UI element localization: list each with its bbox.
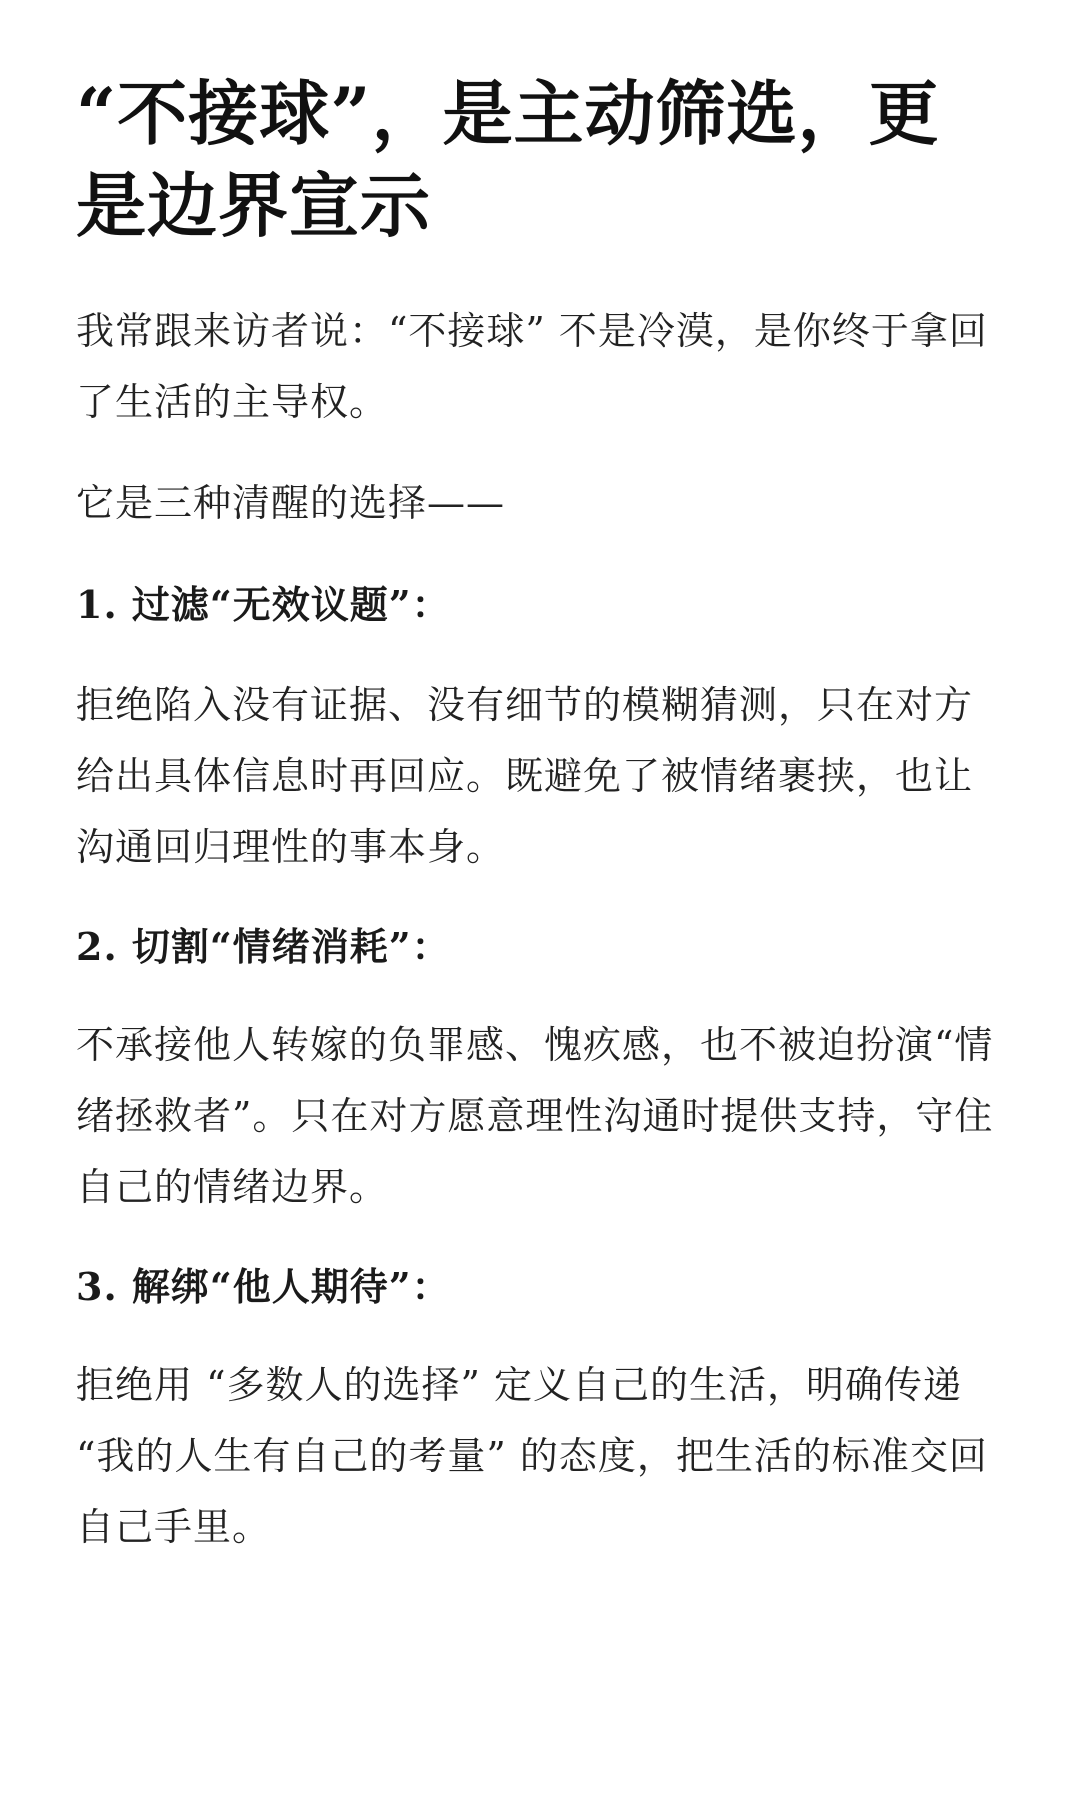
article-title: “不接球”，是主动筛选，更是边界宣示 <box>76 72 940 247</box>
lead-paragraph: 它是三种清醒的选择—— <box>76 481 506 525</box>
section-body: 拒绝用 “多数人的选择” 定义自己的生活，明确传递 “我的人生有自己的考量” 的态度，把生活的标准交回自己手里。 <box>76 1363 988 1549</box>
section-heading: 3. 解绑“他人期待”： <box>76 1264 451 1309</box>
section-body: 拒绝陷入没有证据、没有细节的模糊猜测，只在对方给出具体信息时再回应。既避免了被情绪裹挟，也让沟通回归理性的事本身。 <box>76 683 974 869</box>
intro-paragraph: 我常跟来访者说：“不接球” 不是冷漠，是你终于拿回了生活的主导权。 <box>76 309 988 424</box>
section-heading: 1. 过滤“无效议题”： <box>76 582 451 627</box>
section-body: 不承接他人转嫁的负罪感、愧疚感，也不被迫扮演“情绪拯救者”。只在对方愿意理性沟通时提供支持，守住自己的情绪边界。 <box>76 1023 994 1209</box>
section-heading: 2. 切割“情绪消耗”： <box>76 924 451 969</box>
